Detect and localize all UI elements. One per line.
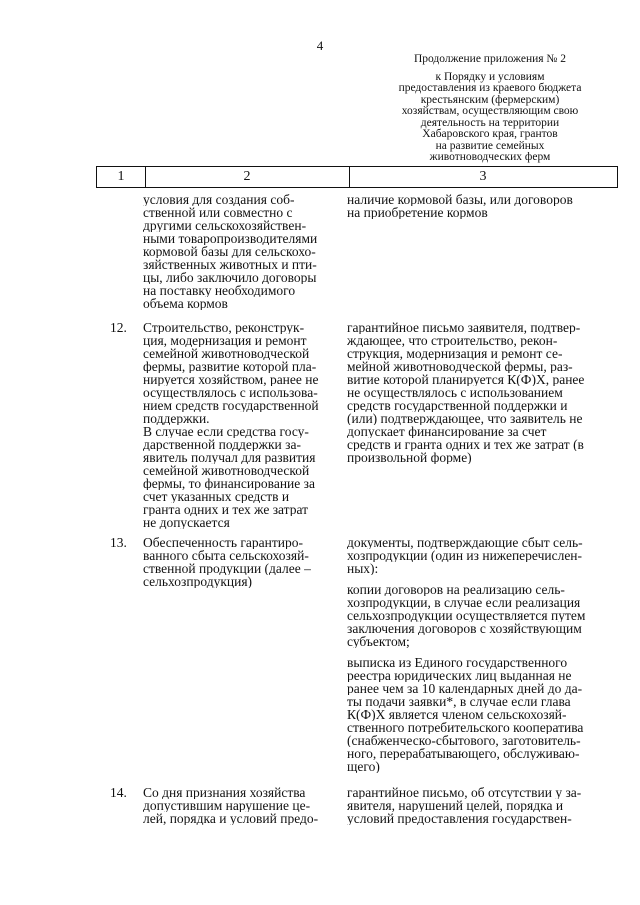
text-line: нием средств государственной — [143, 399, 319, 412]
header-line: на развитие семейных — [435, 139, 545, 152]
text-line: произвольной форме) — [347, 451, 472, 464]
text-line: (или) подтверждающее, что заявитель не — [347, 412, 583, 425]
text-line: гранта одних и тех же затрат — [143, 503, 309, 516]
page-number: 4 — [316, 38, 324, 53]
text-line: хозпродукции, в случае если реализация — [347, 596, 581, 609]
text-line: ных): — [347, 562, 379, 575]
text-line: нируется хозяйством, ранее не — [143, 373, 319, 386]
row-number: 13. — [110, 535, 127, 550]
header-line: животноводческих ферм — [429, 151, 551, 163]
text-line: ственной или совместно с — [143, 206, 293, 219]
text-line: ждающее, что строительство, рекон- — [347, 334, 558, 347]
text-line: не осуществлялось с использованием — [347, 386, 563, 399]
criterion-text — [143, 786, 338, 825]
appendix-header — [385, 54, 595, 164]
text-line: на приобретение кормов — [347, 206, 488, 219]
text-line: дарственной поддержки за- — [143, 438, 301, 451]
text-line: средств государственной поддержки и — [347, 399, 568, 412]
text-line: ственной продукции (далее – — [143, 562, 311, 575]
column-number-1: 1 — [97, 167, 146, 187]
text-line: цы, либо заключило договоры — [143, 271, 317, 284]
text-line: ными товаропроизводителями — [143, 232, 318, 245]
text-line: ты подачи заявки*, в случае если глава — [347, 695, 571, 708]
text-line: ственного потребительского кооператива — [347, 721, 584, 734]
text-line: не допускается — [143, 516, 230, 529]
column-number-3: 3 — [479, 169, 487, 184]
text-line: семейной животноводческой — [143, 464, 310, 477]
criterion-text — [143, 193, 338, 310]
column-number-2: 2 — [145, 167, 350, 187]
text-line: выписка из Единого государственного — [347, 656, 568, 669]
text-line: зяйственных животных и пти- — [143, 258, 317, 271]
header-line: к Порядку и условиям — [435, 70, 545, 83]
text-line: Строительство, реконструк- — [143, 321, 305, 334]
text-line: субъектом; — [347, 635, 410, 648]
text-line: струкция, модернизация и ремонт се- — [347, 347, 563, 360]
requirement-paragraph — [347, 656, 615, 773]
text-line: другими сельскохозяйствен- — [143, 219, 307, 232]
table-column-header — [96, 166, 618, 188]
row-number: 12. — [110, 320, 127, 335]
text-line: витие которой планируется К(Ф)Х, ранее — [347, 373, 585, 386]
header-line: предоставления из краевого бюджета — [398, 82, 582, 94]
text-line: ного, перерабатывающего, обслуживаю- — [347, 747, 580, 760]
text-line: хозпродукции (один из нижеперечислен- — [347, 549, 583, 562]
text-line: наличие кормовой базы, или договоров — [347, 193, 573, 206]
header-line: деятельность на территории — [420, 116, 560, 129]
text-line: счет указанных средств и — [143, 490, 290, 503]
text-line: на поставку необходимого — [143, 284, 296, 297]
document-requirement-text — [347, 321, 615, 472]
text-line: (снабженческо-сбытового, заготовитель- — [347, 734, 581, 747]
text-line: семейной животноводческой — [143, 347, 310, 360]
text-line: лей, порядка и условий предо- — [143, 812, 319, 825]
text-line: Со дня признания хозяйства — [143, 786, 306, 799]
text-line: сельхозпродукция) — [143, 575, 253, 588]
text-line: Обеспеченность гарантиро- — [143, 536, 303, 549]
text-line: осуществлялось с использова- — [143, 386, 318, 399]
row-number: 14. — [110, 785, 127, 800]
requirement-paragraph — [347, 321, 615, 464]
text-line: копии договоров на реализацию сель- — [347, 583, 565, 596]
text-line: условий предоставления государствен- — [347, 812, 572, 825]
requirement-paragraph — [347, 583, 615, 648]
text-line: поддержки. — [143, 412, 210, 425]
text-line: ция, модернизация и ремонт — [143, 334, 307, 347]
text-line: условия для создания соб- — [143, 193, 295, 206]
text-line: В случае если средства госу- — [143, 425, 309, 438]
text-line: явителя, нарушений целей, порядка и — [347, 799, 564, 812]
text-line: заключения договоров с хозяйствующим — [347, 622, 582, 635]
header-line: хозяйствам, осуществляющим свою — [401, 105, 579, 117]
text-line: фермы, развитие которой пла- — [143, 360, 317, 373]
text-line: документы, подтверждающие сбыт сель- — [347, 536, 583, 549]
text-line: средств и гранта одних и тех же затрат (в — [347, 438, 584, 451]
document-requirement-text — [347, 786, 615, 833]
text-line: ванного сбыта сельскохозяй- — [143, 549, 309, 562]
text-line: К(Ф)Х является членом сельскохозяй- — [347, 708, 567, 721]
text-line: гарантийное письмо заявителя, подтвер- — [347, 321, 581, 334]
text-line: мейной животноводческой фермы, раз- — [347, 360, 573, 373]
appendix-title: Продолжение приложения № 2 — [413, 53, 567, 65]
requirement-paragraph — [347, 536, 615, 575]
text-line: допустившим нарушение це- — [143, 799, 311, 812]
text-line: явитель получал для развития — [143, 451, 316, 464]
criterion-text — [143, 536, 338, 588]
document-requirement-text — [347, 193, 615, 227]
text-line: сельхозпродукции осуществляется путем — [347, 609, 586, 622]
text-line: кормовой базы для сельскохо- — [143, 245, 316, 258]
header-line: Хабаровского края, грантов — [422, 128, 558, 140]
text-line: объема кормов — [143, 297, 228, 310]
document-requirement-text — [347, 536, 615, 781]
requirement-paragraph — [347, 193, 615, 219]
text-line: гарантийное письмо, об отсутствии у за- — [347, 786, 582, 799]
header-line: крестьянским (фермерским) — [420, 93, 560, 106]
requirement-paragraph — [347, 786, 615, 825]
text-line: допускает финансирование за счет — [347, 425, 547, 438]
criterion-text — [143, 321, 338, 529]
text-line: щего) — [347, 760, 380, 773]
text-line: ранее чем за 10 календарных дней до да- — [347, 682, 583, 695]
text-line: фермы, то финансирование за — [143, 477, 315, 490]
text-line: реестра юридических лиц выданная не — [347, 669, 572, 682]
